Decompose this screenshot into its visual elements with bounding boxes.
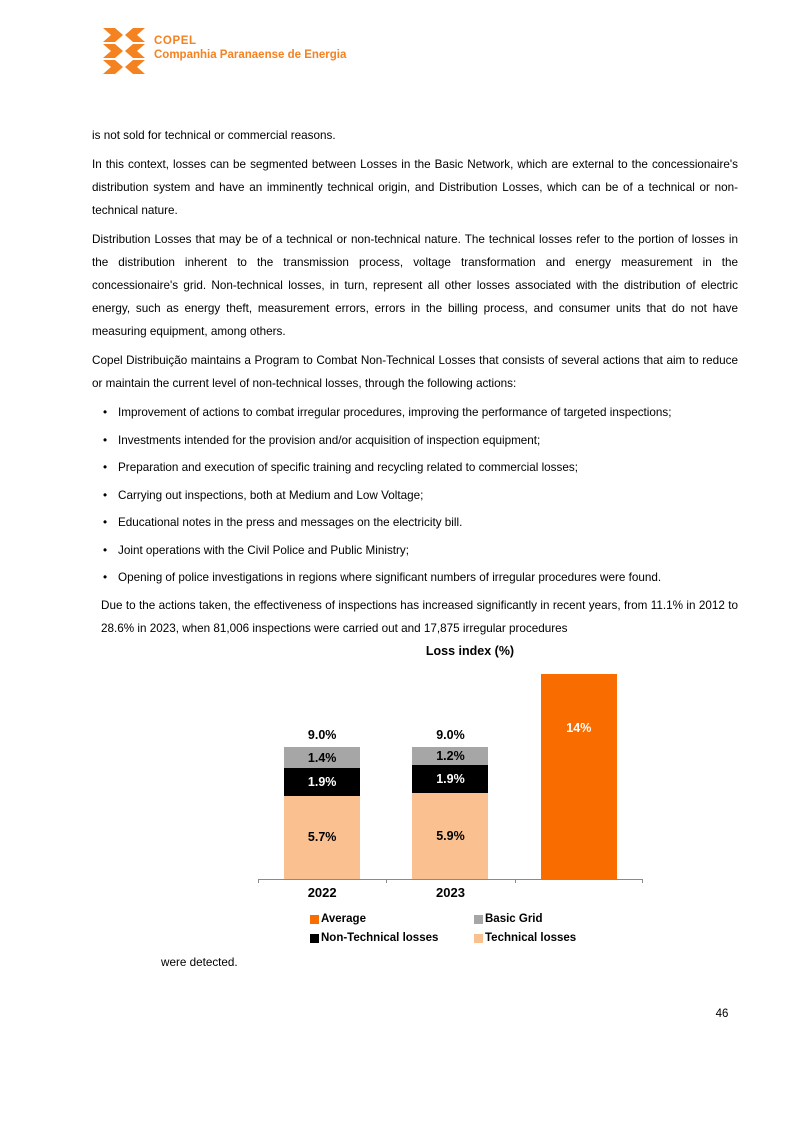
- bar-column-average: [515, 672, 643, 879]
- bar-segment-label: 14%: [566, 721, 592, 736]
- bar-total-label: 9.0%: [307, 728, 337, 743]
- bar-segment-basic-grid: [284, 747, 360, 767]
- legend-item-average: [310, 913, 474, 925]
- paragraph: is not sold for technical or commercial reasons.: [92, 129, 336, 142]
- bar-column-2023: [386, 672, 514, 879]
- list-item: • Carrying out inspections, both at Medium and Low Voltage;: [92, 484, 738, 507]
- logo-title: COPEL: [154, 35, 197, 47]
- chart-plot-area: [258, 672, 643, 900]
- list-item: • Joint operations with the Civil Police and Public Ministry;: [92, 539, 738, 562]
- bar-segment-non-technical-losses: [412, 765, 488, 793]
- logo-text: [154, 28, 346, 62]
- axis-tick: [258, 879, 259, 883]
- closing-paragraph: Due to the actions taken, the effectiveness of inspections has increased significantly in recent years, from 11.1% in 2012 to 28.6% in 2023, when 81,006 inspections were carried out and 17,875 irregular procedures: [101, 598, 738, 635]
- paragraph: Distribution Losses that may be of a technical or non-technical nature. The technical losses refer to the portion of losses in the distribution inherent to the transmission process, voltage transformation and energy measurement in the concessionaire's grid. Non-technical losses, in turn, represent all other losses associated with the distribution of electric energy, such as energy theft, measurement errors, errors in the billing process, and consumer units that do not have measuring equipment, among others.: [92, 233, 738, 338]
- bar-segment-label: 1.9%: [307, 774, 337, 789]
- bar-column-2022: [258, 672, 386, 879]
- chart-legend: [310, 913, 576, 944]
- bar-segment-label: 5.7%: [307, 830, 337, 845]
- paragraph: In this context, losses can be segmented between Losses in the Basic Network, which are external to the concessionaire's distribution system and have an imminently technical origin, and Distribution Losses, which can be of a technical or non-technical nature.: [92, 158, 738, 217]
- bar-segment-label: 1.4%: [307, 750, 337, 765]
- legend-swatch-basic-grid: [474, 915, 483, 924]
- legend-label: Technical losses: [485, 932, 577, 944]
- x-axis-label: 2023: [436, 885, 465, 900]
- legend-swatch-technical-losses: [474, 934, 483, 943]
- closing-paragraph-continued: were detected.: [161, 956, 238, 969]
- bar-segment-average: [541, 674, 617, 879]
- axis-tick: [515, 879, 516, 883]
- paragraph: Copel Distribuição maintains a Program to Combat Non-Technical Losses that consists of several actions that aim to reduce or maintain the current level of non-technical losses, through the following actions:: [92, 354, 738, 390]
- bullet-list: [92, 401, 738, 589]
- bar-stack: [284, 747, 360, 879]
- bar-segment-basic-grid: [412, 747, 488, 765]
- bar-stack: [541, 674, 617, 879]
- bar-segment-technical-losses: [412, 793, 488, 879]
- legend-label: Non-Technical losses: [321, 932, 439, 944]
- legend-label: Basic Grid: [485, 913, 543, 925]
- chart-title: Loss index (%): [425, 644, 515, 658]
- bar-stack: [412, 747, 488, 879]
- body-text: [92, 124, 738, 646]
- legend-label: Average: [321, 913, 366, 925]
- bar-total-label: 9.0%: [436, 728, 465, 743]
- axis-tick: [386, 879, 387, 883]
- bar-segment-technical-losses: [284, 796, 360, 879]
- list-item: • Improvement of actions to combat irregular procedures, improving the performance of targeted inspections;: [92, 401, 738, 424]
- list-item: • Educational notes in the press and messages on the electricity bill.: [92, 511, 738, 534]
- legend-swatch-average: [310, 915, 319, 924]
- page-number: 46: [715, 1008, 729, 1020]
- bar-segment-non-technical-losses: [284, 768, 360, 796]
- bar-segment-label: 1.2%: [436, 749, 465, 764]
- list-item: • Investments intended for the provision and/or acquisition of inspection equipment;: [92, 429, 738, 452]
- x-axis-label: 2022: [307, 885, 337, 900]
- copel-logo: [103, 28, 346, 74]
- list-item: • Opening of police investigations in regions where significant numbers of irregular procedures were found.: [92, 566, 738, 589]
- bar-segment-label: 1.9%: [436, 771, 465, 786]
- list-item: • Preparation and execution of specific training and recycling related to commercial losses;: [92, 456, 738, 479]
- paragraphs: [92, 124, 738, 395]
- logo-subtitle: Companhia Paranaense de Energia: [154, 49, 347, 61]
- legend-item-technical-losses: [474, 932, 576, 944]
- legend-swatch-non-technical-losses: [310, 934, 319, 943]
- legend-item-non-technical-losses: [310, 932, 474, 944]
- axis-tick: [642, 879, 643, 883]
- legend-item-basic-grid: [474, 913, 576, 925]
- bar-segment-label: 5.9%: [436, 828, 465, 843]
- copel-logo-icon: [103, 28, 145, 74]
